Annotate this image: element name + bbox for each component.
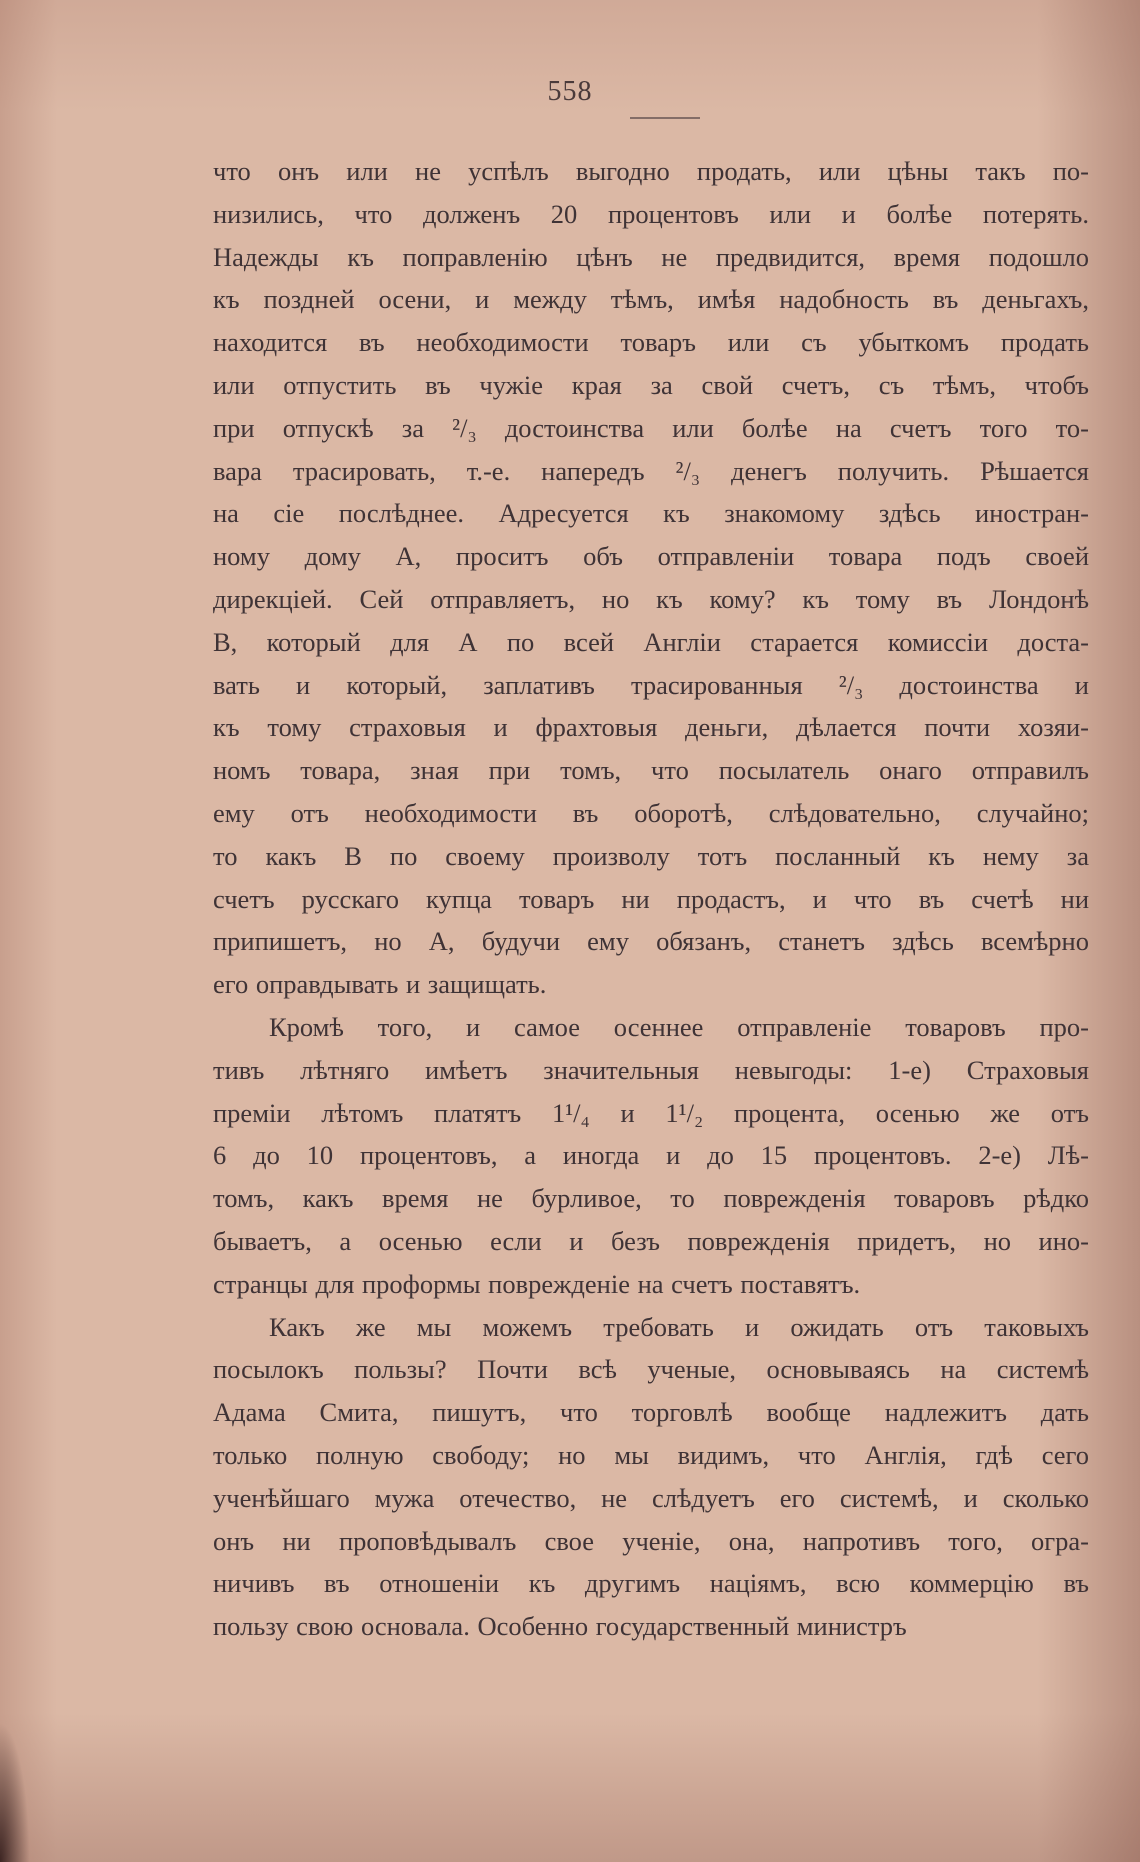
text-line: ему отъ необходимости въ оборотѣ, слѣдовательно, случайно;: [213, 797, 1089, 828]
body-text: [213, 150, 1089, 1648]
text-line: Надежды къ поправленію цѣнъ не предвидится, время подошло: [213, 241, 1089, 272]
text-line: онъ ни проповѣдывалъ свое ученіе, она, напротивъ того, огра-: [213, 1525, 1089, 1556]
text-line: Адама Смита, пишутъ, что торговлѣ вообще надлежитъ дать: [213, 1397, 1089, 1428]
paragraph: [213, 1306, 1089, 1648]
text-line: Какъ же мы можемъ требовать и ожидать отъ таковыхъ: [269, 1311, 1089, 1342]
text-line: счетъ русскаго купца товаръ ни продастъ, и что въ счетѣ ни: [213, 883, 1089, 914]
text-line: низились, что долженъ 20 процентовъ или и болѣе потерять.: [213, 198, 1089, 229]
text-line: номъ товара, зная при томъ, что посылатель онаго отправилъ: [213, 755, 1089, 786]
text-line: къ поздней осени, и между тѣмъ, имѣя надобность въ деньгахъ,: [213, 284, 1089, 315]
text-line: ученѣйшаго мужа отечество, не слѣдуетъ его системѣ, и сколько: [213, 1482, 1089, 1513]
text-line: пользу свою основала. Особенно государственный министръ: [213, 1611, 907, 1642]
text-line: странцы для проформы поврежденіе на счетъ поставятъ.: [213, 1268, 861, 1299]
text-line: его оправдывать и защищать.: [213, 969, 547, 1000]
text-line: Кромѣ того, и самое осеннее отправленіе товаровъ про-: [269, 1011, 1089, 1042]
text-line: ному дому А, проситъ объ отправленіи товара подъ своей: [213, 541, 1089, 572]
text-line: дирекціей. Сей отправляетъ, но къ кому? къ тому въ Лондонѣ: [213, 583, 1089, 614]
text-line: припишетъ, но А, будучи ему обязанъ, станетъ здѣсь всемѣрно: [213, 926, 1089, 957]
text-line: или отпустить въ чужіе края за свой счетъ, съ тѣмъ, чтобъ: [213, 369, 1089, 400]
text-line: вать и который, заплативъ трасированныя ²/₃ достоинства и: [213, 669, 1089, 700]
text-line: на сіе послѣднее. Адресуется къ знакомому здѣсь иностран-: [213, 498, 1089, 529]
text-line: бываетъ, а осенью если и безъ поврежденія придетъ, но ино-: [213, 1225, 1089, 1256]
text-line: тивъ лѣтняго имѣетъ значительныя невыгоды: 1-е) Страховыя: [213, 1054, 1089, 1085]
text-line: при отпускѣ за ²/₃ достоинства или болѣе на счетъ того то-: [213, 412, 1089, 443]
text-line: преміи лѣтомъ платятъ 1¹/₄ и 1¹/₂ процента, осенью же отъ: [213, 1097, 1089, 1128]
text-line: то какъ В по своему произволу тотъ посланный къ нему за: [213, 840, 1089, 871]
text-line: вара трасировать, т.-е. напередъ ²/₃ денегъ получить. Рѣшается: [213, 455, 1089, 486]
text-line: В, который для А по всей Англіи старается комиссіи доста-: [213, 626, 1089, 657]
text-line: томъ, какъ время не бурливое, то поврежденія товаровъ рѣдко: [213, 1183, 1089, 1214]
text-line: ничивъ въ отношеніи къ другимъ націямъ, всю коммерцію въ: [213, 1568, 1089, 1599]
page-number-rule: [630, 117, 700, 119]
text-line: къ тому страховыя и фрахтовыя деньги, дѣлается почти хозяи-: [213, 712, 1089, 743]
text-line: что онъ или не успѣлъ выгодно продать, или цѣны такъ по-: [213, 156, 1089, 186]
text-line: 6 до 10 процентовъ, а иногда и до 15 процентовъ. 2-е) Лѣ-: [213, 1140, 1089, 1171]
text-line: находится въ необходимости товаръ или съ убыткомъ продать: [213, 327, 1089, 358]
paragraph: [213, 1006, 1089, 1306]
scan-smudge: [0, 1722, 30, 1862]
text-line: посылокъ пользы? Почти всѣ ученые, основываясь на системѣ: [213, 1354, 1089, 1385]
paragraph: [213, 150, 1089, 1006]
page-number: 558: [547, 76, 593, 107]
text-line: только полную свободу; но мы видимъ, что Англія, гдѣ сего: [213, 1439, 1089, 1470]
